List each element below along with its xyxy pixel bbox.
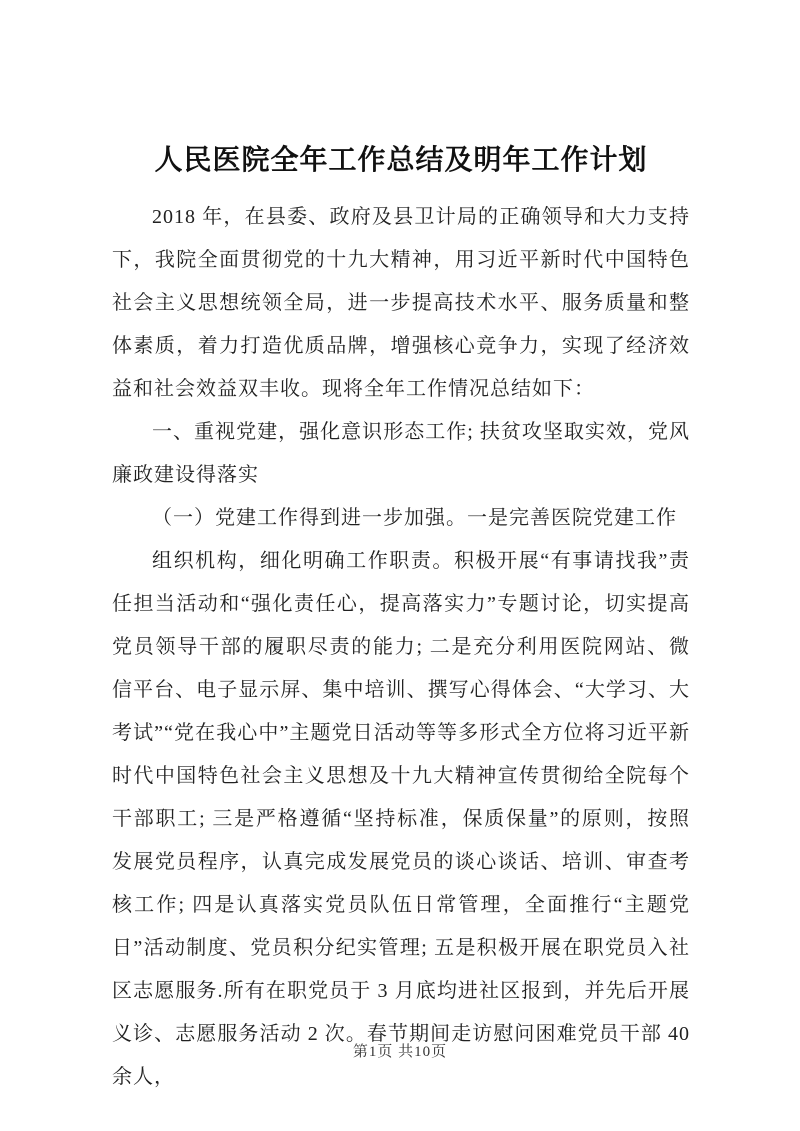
paragraph-details: 组织机构，细化明确工作职责。积极开展“有事请找我”责任担当活动和“强化责任心，提高落实力”专题讨论，切实提高党员领导干部的履职尽责的能力; 二是充分利用医院网站、微信平台、电子显示屏、集中培训、撰写心得体会、“大学习、大考试”“党在我心中”主题党日活动等等多形式全方位将习近平新时代中国特色社会主义思想及十九大精神宣传贯彻给全院每个干部职工; 三是严格遵循“坚持标准，保质保量”的原则，按照发展党员程序，认真完成发展党员的谈心谈话、培训、审查考核工作; 四是认真落实党员队伍日常管理，全面推行“主题党日”活动制度、党员积分纪实管理; 五是积极开展在职党员入社区志愿服务.所有在职党员于 3 月底均进社区报到，并先后开展义诊、志愿服务活动 2 次。春节期间走访慰问困难党员干部 40 余人， xyxy=(112,550,690,1088)
document-title: 人民医院全年工作总结及明年工作计划 xyxy=(154,145,648,176)
paragraph-section-heading: 一、重视党建，强化意识形态工作; 扶贫攻坚取实效，党风廉政建设得落实 xyxy=(112,421,690,486)
paragraph-subsection-heading: （一）党建工作得到进一步加强。一是完善医院党建工作 xyxy=(152,507,677,529)
page-number-footer: 第1页 共10页 xyxy=(352,1044,448,1060)
paragraph-intro: 2018 年，在县委、政府及县卫计局的正确领导和大力支持下，我院全面贯彻党的十九大精神，用习近平新时代中国特色社会主义思想统领全局，进一步提高技术水平、服务质量和整体素质，着力打造优质品牌，增强核心竞争力，实现了经济效益和社会效益双丰收。现将全年工作情况总结如下： xyxy=(112,206,690,400)
document-body xyxy=(112,140,690,1099)
